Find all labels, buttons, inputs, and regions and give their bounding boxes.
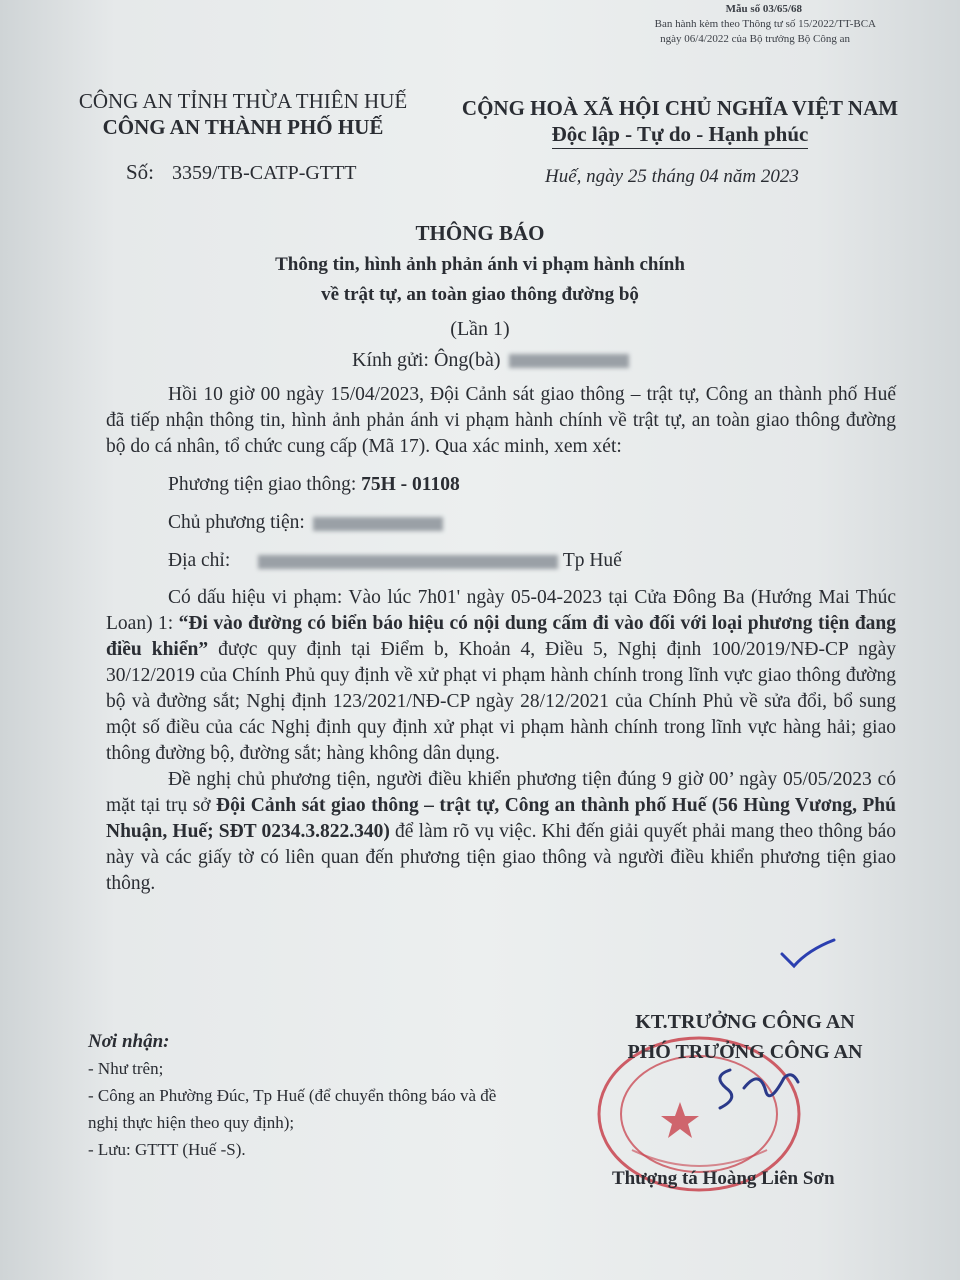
violation-paragraph: [106, 585, 896, 767]
agency-name: CÔNG AN THÀNH PHỐ HUẾ: [102, 115, 384, 139]
document-title: THÔNG BÁO: [415, 221, 545, 245]
recipients-heading: Nơi nhận:: [88, 1031, 170, 1052]
recipient-item: - Công an Phường Đúc, Tp Huế (để chuyển thông báo và đề nghị thực hiện theo quy định);: [88, 1086, 497, 1132]
request-paragraph: [106, 767, 896, 897]
signature-block: [600, 1007, 890, 1067]
owner-label: Chủ phương tiện:: [168, 512, 305, 533]
issued-with: Ban hành kèm theo Thông tư số 15/2022/TT-BCA: [654, 18, 876, 30]
agency-block: [38, 88, 448, 140]
request-location: Đội Cảnh sát giao thông – trật tự, Công an thành phố Huế (56 Hùng Vương, Phú Nhuận, Huế; SĐT 0234.3.822.340): [106, 795, 897, 842]
subtitle-line-2: về trật tự, an toàn giao thông đường bộ: [321, 284, 639, 305]
request-intro: Đề nghị chủ phương tiện, người điều khiển phương tiện đúng 9 giờ 00’ ngày 05/05/2023 có mặt tại trụ sở: [106, 769, 896, 816]
address-line: [106, 548, 896, 574]
place-date: Huế, ngày 25 tháng 04 năm 2023: [545, 166, 799, 187]
address-label: Địa chỉ:: [168, 550, 231, 571]
recipient-item: - Lưu: GTTT (Huế -S).: [88, 1140, 246, 1159]
checkmark-icon: [778, 932, 838, 972]
form-number-block: [600, 2, 960, 47]
owner-line: [106, 510, 896, 536]
vehicle-label: Phương tiện giao thông:: [168, 474, 357, 495]
national-heading: [440, 95, 920, 149]
intro-paragraph: Hồi 10 giờ 00 ngày 15/04/2023, Đội Cảnh sát giao thông – trật tự, Công an thành phố Huế đã tiếp nhận thông tin, hình ảnh phản ánh vi phạm hành chính về trật tự, an toàn giao thông đường bộ do cá nhân, tổ chức cung cấp (Mã 17). Qua xác minh, xem xét:: [106, 384, 896, 457]
form-number: Mẫu số 03/65/68: [725, 3, 802, 15]
redacted-address: [258, 555, 558, 569]
vehicle-line: [106, 472, 896, 498]
violation-description: “Đi vào đường có biển báo hiệu có nội dung cấm đi vào đối với loại phương tiện đang điều khiển”: [106, 613, 897, 660]
document-body: [106, 382, 896, 897]
recipients-block: [88, 1028, 528, 1163]
document-number-value: 3359/TB-CATP-GTTT: [172, 162, 357, 184]
greeting: [352, 349, 629, 372]
document-number: [126, 160, 356, 185]
document-number-label: Số:: [126, 160, 155, 184]
agency-parent: CÔNG AN TỈNH THỪA THIÊN HUẾ: [78, 89, 408, 113]
recipient-item: - Như trên;: [88, 1059, 164, 1078]
address-city: Tp Huế: [562, 550, 622, 571]
redacted-name: [509, 354, 629, 368]
subtitle-line-1: Thông tin, hình ảnh phản ánh vi phạm hành chính: [275, 254, 685, 275]
notice-times: (Lần 1): [450, 318, 510, 340]
signer-name: Thượng tá Hoàng Liên Sơn: [612, 1168, 835, 1189]
motto: Độc lập - Tự do - Hạnh phúc: [552, 121, 809, 149]
signature-title-line-1: KT.TRƯỞNG CÔNG AN: [635, 1011, 855, 1033]
greeting-label: Kính gửi: Ông(bà): [352, 349, 501, 371]
request-instructions: để làm rõ vụ việc. Khi đến giải quyết phải mang theo thông báo này và các giấy tờ có liên quan đến phương tiện giao thông và người điều khiển phương tiện giao thông.: [106, 821, 896, 894]
nation-name: CỘNG HOÀ XÃ HỘI CHỦ NGHĨA VIỆT NAM: [461, 96, 899, 120]
signature-title-line-2: PHÓ TRƯỞNG CÔNG AN: [627, 1041, 863, 1063]
vehicle-plate: 75H - 01108: [361, 474, 460, 495]
violation-legal-basis: được quy định tại Điểm b, Khoản 4, Điều 5, Nghị định 100/2019/NĐ-CP ngày 30/12/2019 của Chính Phủ quy định về xử phạt vi phạm hành chính trong lĩnh vực giao thông đường bộ và đường sắt; Nghị định 123/2021/NĐ-CP ngày 28/12/2021 của Chính Phủ về sửa đổi, bổ sung một số điều của các Nghị định quy định xử phạt vi phạm hành chính trong lĩnh vực hàng hải; giao thông đường bộ, đường sắt; hàng không dân dụng.: [106, 639, 897, 764]
violation-intro: Có dấu hiệu vi phạm: Vào lúc 7h01' ngày 05-04-2023 tại Cửa Đông Ba (Hướng Mai Thúc Loan) 1:: [106, 587, 896, 634]
redacted-owner: [313, 517, 443, 531]
issued-date: ngày 06/4/2022 của Bộ trưởng Bộ Công an: [660, 33, 850, 45]
